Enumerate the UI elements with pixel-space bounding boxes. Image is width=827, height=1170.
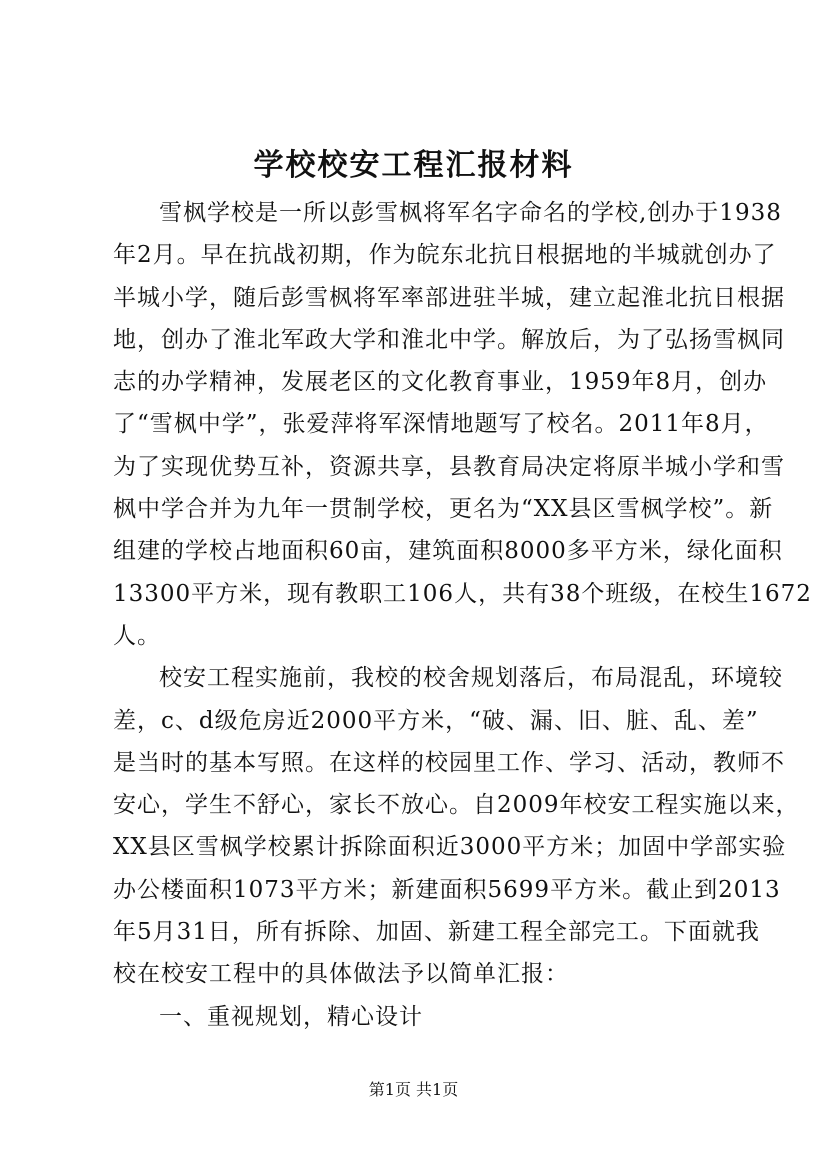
document-title: 学校校安工程汇报材料 (253, 148, 574, 183)
paragraph-1-line-8: 枫中学合并为九年一贯制学校，更名为“XX县区雪枫学校”。新 (113, 496, 774, 523)
document-body (113, 192, 812, 1038)
paragraph-2-line-5: XX县区雪枫学校累计拆除面积近3000平方米；加固中学部实验 (113, 834, 787, 861)
paragraph-2-line-2: 差，c、d级危房近2000平方米，“破、漏、旧、脏、乱、差” (113, 707, 759, 734)
paragraph-2-line-4: 安心，学生不舒心，家长不放心。自2009年校安工程实施以来， (113, 792, 800, 819)
paragraph-1-line-10: 13300平方米，现有教职工106人，共有38个班级，在校生1672 (113, 580, 812, 607)
paragraph-1-line-3: 半城小学，随后彭雪枫将军率部进驻半城，建立起淮北抗日根据 (113, 284, 785, 311)
paragraph-2-line-7: 年5月31日，所有拆除、加固、新建工程全部完工。下面就我 (113, 919, 760, 946)
section-heading-1: 一、重视规划，精心设计 (159, 1003, 423, 1030)
paragraph-1-line-4: 地，创办了淮北军政大学和淮北中学。解放后，为了弘扬雪枫同 (113, 326, 785, 353)
paragraph-2-line-6: 办公楼面积1073平方米；新建面积5699平方米。截止到2013 (113, 876, 781, 903)
paragraph-2-line-1: 校安工程实施前，我校的校舍规划落后，布局混乱，环境较 (159, 665, 783, 692)
page-footer: 第1页 共1页 (368, 1080, 459, 1099)
paragraph-2-line-3: 是当时的基本写照。在这样的校园里工作、学习、活动，教师不 (113, 749, 785, 776)
paragraph-1-line-5: 志的办学精神，发展老区的文化教育事业，1959年8月，创办 (113, 369, 768, 396)
paragraph-1-line-9: 组建的学校占地面积60亩，建筑面积8000多平方米，绿化面积 (113, 538, 783, 565)
paragraph-1-line-7: 为了实现优势互补，资源共享，县教育局决定将原半城小学和雪 (113, 453, 785, 480)
paragraph-1-line-6: 了“雪枫中学”，张爱萍将军深情地题写了校名。2011年8月， (113, 411, 769, 438)
paragraph-2-line-8: 校在校安工程中的具体做法予以简单汇报： (113, 961, 569, 988)
paragraph-1-line-11: 人。 (113, 622, 161, 649)
paragraph-1-line-1: 雪枫学校是一所以彭雪枫将军名字命名的学校,创办于1938 (159, 200, 782, 226)
paragraph-1-line-2: 年2月。早在抗战初期，作为皖东北抗日根据地的半城就创办了 (113, 242, 777, 269)
